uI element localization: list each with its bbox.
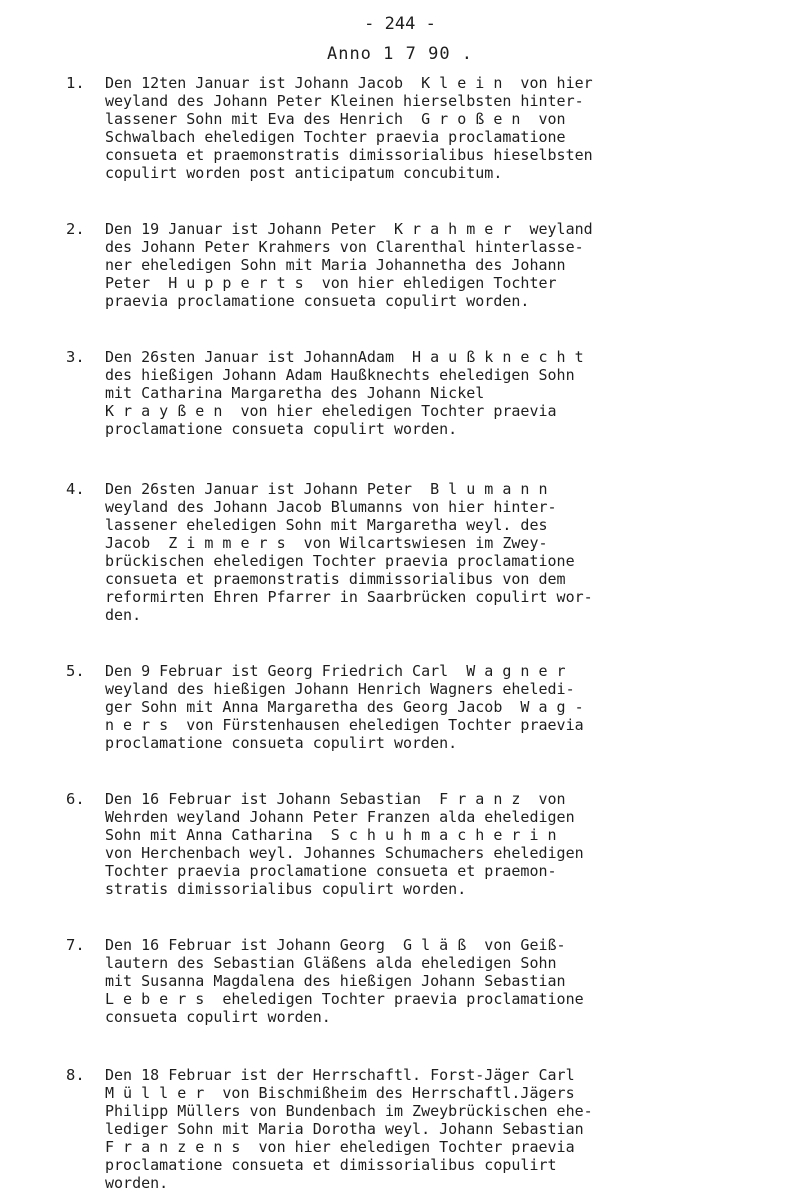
- entry-8: [66, 1066, 756, 1192]
- entry-4: [66, 480, 756, 624]
- entry-1: [66, 74, 756, 182]
- entry-7: [66, 936, 756, 1026]
- entry-number: 3.: [66, 348, 85, 366]
- entry-number: 8.: [66, 1066, 85, 1084]
- entry-number: 7.: [66, 936, 85, 954]
- entry-5: [66, 662, 756, 752]
- entry-text: Den 19 Januar ist Johann Peter K r a h m e r weyland des Johann Peter Krahmers von Clarenthal hinterlasse- ner eheledigen Sohn mit Maria Johannetha des Johann Peter H u p p e r t s von hier ehledigen Tochter praevia proclamatione consueta copulirt worden.: [105, 220, 593, 310]
- entry-2: [66, 220, 756, 310]
- entry-text: Den 12ten Januar ist Johann Jacob K l e i n von hier weyland des Johann Peter Kleinen hierselbsten hinter- lassener Sohn mit Eva des Henrich G r o ß e n von Schwalbach eheledigen Tochter praevia proclamatione consueta et praemonstratis dimissorialibus hieselbsten copulirt worden post anticipatum concubitum.: [105, 74, 593, 182]
- entry-number: 4.: [66, 480, 85, 498]
- entry-number: 1.: [66, 74, 85, 92]
- entry-number: 5.: [66, 662, 85, 680]
- entry-text: Den 16 Februar ist Johann Georg G l ä ß von Geiß- lautern des Sebastian Gläßens alda eheledigen Sohn mit Susanna Magdalena des hießigen Johann Sebastian L e b e r s eheledigen Tochter praevia proclamatione consueta copulirt worden.: [105, 936, 584, 1026]
- entry-3: [66, 348, 756, 438]
- entry-text: Den 26sten Januar ist JohannAdam H a u ß k n e c h t des hießigen Johann Adam Haußknechts eheledigen Sohn mit Catharina Margaretha des Johann Nickel K r a y ß e n von hier eheledigen Tochter praevia proclamatione consueta copulirt worden.: [105, 348, 584, 438]
- entry-number: 2.: [66, 220, 85, 238]
- page-number: - 244 -: [364, 14, 436, 34]
- entry-number: 6.: [66, 790, 85, 808]
- entry-text: Den 26sten Januar ist Johann Peter B l u m a n n weyland des Johann Jacob Blumanns von hier hinter- lassener eheledigen Sohn mit Margaretha weyl. des Jacob Z i m m e r s von Wilcartswiesen im Zwey- brückischen eheledigen Tochter praevia proclamatione consueta et praemonstratis dimmissorialibus von dem reformirten Ehren Pfarrer in Saarbrücken copulirt wor- den.: [105, 480, 593, 624]
- entry-text: Den 9 Februar ist Georg Friedrich Carl W a g n e r weyland des hießigen Johann Henrich Wagners eheledi- ger Sohn mit Anna Margaretha des Georg Jacob W a g - n e r s von Fürstenhausen eheledigen Tochter praevia proclamatione consueta copulirt worden.: [105, 662, 584, 752]
- year-heading: Anno 1 7 90 .: [326, 44, 474, 64]
- entry-text: Den 16 Februar ist Johann Sebastian F r a n z von Wehrden weyland Johann Peter Franzen alda eheledigen Sohn mit Anna Catharina S c h u h m a c h e r i n von Herchenbach weyl. Johannes Schumachers eheledigen Tochter praevia proclamatione consueta et praemon- stratis dimissorialibus copulirt worden.: [105, 790, 584, 898]
- entry-6: [66, 790, 756, 898]
- entry-text: Den 18 Februar ist der Herrschaftl. Forst-Jäger Carl M ü l l e r von Bischmißheim des Herrschaftl.Jägers Philipp Müllers von Bundenbach im Zweybrückischen ehe- lediger Sohn mit Maria Dorotha weyl. Johann Sebastian F r a n z e n s von hier eheledigen Tochter praevia proclamatione consueta et dimissorialibus copulirt worden.: [105, 1066, 593, 1192]
